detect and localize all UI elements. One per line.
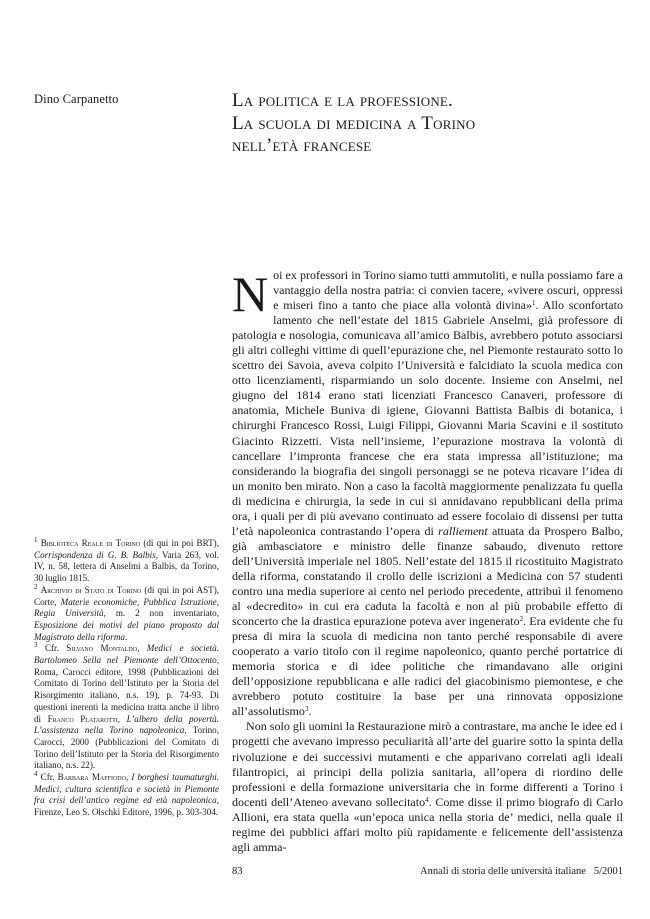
- footnote-number: 3: [34, 641, 38, 650]
- footnote-4: [34, 772, 219, 819]
- footnote-text: .: [124, 631, 128, 642]
- page-number: 83: [232, 866, 243, 877]
- title-line-2: La scuola di medicina a Torino: [232, 112, 476, 134]
- footnote-italic: Esposizione dei motivi del piano proposto dal Magistrato della riforma: [34, 619, 219, 642]
- footnote-text: , Varia 263, vol. IV, n. 58, lettera di Anselmi a Balbis, da Torino, 30 luglio 1815.: [34, 549, 219, 584]
- body-paragraph-2: [232, 719, 623, 854]
- footnote-ref-2[interactable]: 2: [519, 615, 524, 624]
- footnote-italic: Medici e società. Bartolomeo Sella nel Piemonte dell’Ottocento: [34, 643, 219, 666]
- footnote-smallcaps: Biblioteca Reale di Torino: [40, 538, 141, 548]
- article-body: [232, 268, 623, 855]
- footnote-text: , Torino, Carocci, 2000 (Pubblicazioni del Comitato di Torino dell’Istituto per la Storia del Risorgimento italiano, n.s. 22).: [34, 725, 219, 771]
- footnote-text: ,: [137, 643, 147, 654]
- body-paragraph-1: [232, 268, 623, 719]
- footnote-number: 1: [34, 536, 38, 544]
- footnote-italic: Materie economiche, Pubblica Istruzione, Regia Università: [34, 596, 219, 619]
- footnote-text: Cfr.: [44, 643, 67, 654]
- drop-cap: N: [232, 266, 269, 322]
- body-text-run: . Come disse il primo biografo di Carlo Allioni, era stata quella «un’epoca unica nella storia de’ medici, nella quale il regime dei pubblici affari molto più rapidamente e felicemente dell’assistenza agli amma-: [232, 794, 623, 854]
- footnotes: [34, 538, 219, 819]
- body-text-run: oi ex professori in Torino siamo tutti ammutoliti, e nulla possiamo fare a vantaggio della nostra patria: ci convien tacere, «vivere oscuri, oppressi e miseri fino a tanto che piace alla volontà divina»: [273, 268, 623, 313]
- title-line-3: nell’età francese: [232, 135, 372, 156]
- footnote-text: , m. 2 non inventariato,: [103, 608, 219, 619]
- footnote-italic: L’albero della povertà. L’assistenza nella Torino napoleonica: [34, 713, 219, 736]
- author-name: Dino Carpanetto: [34, 92, 119, 106]
- footnote-text: (di qui in poi BRT),: [140, 538, 219, 548]
- body-italic-run: ralliement: [438, 523, 488, 538]
- title-line-1: La politica e la professione.: [232, 90, 453, 111]
- footnote-text: , Roma, Carocci editore, 1998 (Pubblicazioni del Comitato di Torino dell’Istituto per la Storia del Risorgimento italiano, n.s. 19), p. 74-93. Di questioni inerenti la medicina tratta anche il libro di: [34, 655, 219, 724]
- footnote-smallcaps: Franco Platarotti: [47, 713, 118, 724]
- footnote-smallcaps: Silvano Montaldo: [66, 643, 138, 654]
- footnote-number: 2: [34, 582, 38, 591]
- body-text-run: .: [308, 704, 312, 719]
- footnote-smallcaps: Barbara Maffiodo: [57, 772, 126, 783]
- page-footer: [232, 866, 623, 877]
- footnote-text: ,: [125, 772, 132, 783]
- footnote-ref-3[interactable]: 3: [304, 705, 309, 714]
- footnote-2: [34, 582, 219, 644]
- footnote-number: 4: [34, 770, 38, 779]
- footnote-text: ,: [117, 713, 127, 724]
- body-text-run: . Era evidente che fu presa di mira la scuola di medicina non tanto perché responsabile di avere cooperato a vario titolo con il regime napoleonico, quanto perché portatrice di memoria storica e di idee politiche che rimandavano alle origini dell’opposizione repubblicana e alle radici del giacobinismo piemontese, e che avrebbero potuto costituire la base per una rinnovata opposizione all’assolutismo: [232, 614, 623, 719]
- footnote-text: Cfr.: [40, 772, 58, 783]
- footnote-italic: Corrispondenza di G. B. Balbis: [34, 549, 156, 560]
- footnote-ref-4[interactable]: 4: [425, 795, 429, 804]
- footnote-1: [34, 538, 219, 585]
- body-text-run: . Allo sconfortato lamento che nell’estate del 1815 Gabriele Anselmi, già professore di patologia e nosologia, comunicava all’amico Balbis, avrebbero potuto associarsi gli altri colleghi vittime di quell’epurazione che, nel Piemonte restaurato sotto lo scettro dei Savoia, aveva colpito l’Università e falcidiato la scuola medica con otto licenziamenti, risparmiando un solo docente. Insieme con Anselmi, nel giugno del 1814 erano stati licenziati Francesco Canaveri, professore di anatomia, Michele Buniva di igiene, Giovanni Battista Balbis di botanica, i chirurghi Francesco Rossi, Luigi Filippi, Giovanni Maria Scavini e il sostituto Giacinto Rizzetti. Vista nell’insieme, l’epurazione mostrava la volontà di cancellare l’impronta francese che era stata impressa all’istituzione; ma considerando la biografia dei singoli personaggi se ne poteva ricavare l’idea di un monito ben mirato. Non a caso la facoltà maggiormente penalizzata fu quella di medicina e chirurgia, la sede in cui si annidavano repubblicani della prima ora, i quali per di più avevano continuato ad essere focolaio di dissensi per tutta l’età napoleonica contrastando l’opera di: [232, 298, 623, 538]
- footnote-text: , Firenze, Leo S. Olschki Editore, 1996, p. 303-304.: [34, 795, 219, 818]
- body-text-run: Non solo gli uomini la Restaurazione mirò a contrastare, ma anche le idee ed i progetti che avevano impresso peculiarità all’arte del guarire sotto la spinta della rivoluzione e dei successivi mutamenti e che apparivano correlati agli ideali filantropici, ai principi della polizia sanitaria, all’opera di riordino delle professioni e della formazione universitaria che in forme differenti a Torino i docenti dell’Ateneo avevano sollecitato: [232, 719, 624, 809]
- footnote-text: (di qui in poi AST), Corte,: [34, 584, 219, 607]
- footnote-smallcaps: Archivio di Stato di Torino: [40, 584, 142, 595]
- footnote-ref-1[interactable]: 1: [532, 299, 536, 308]
- article-title: [232, 90, 622, 158]
- journal-name: Annali di storia delle università italiane 5/2001: [420, 866, 623, 877]
- footnote-3: [34, 643, 219, 772]
- body-text-run: attuata da Prospero Balbo, già ambasciatore e ministro delle finanze sabaudo, divenuto rettore dell’Università imperiale nel 1805. Nell’estate del 1815 il ricostituito Magistrato della riforma, constatando il crollo delle iscrizioni a Medicina con 57 studenti contro una media superiore ai cento nel periodo precedente, attribuì il fenomeno al «decredito» in cui era caduta la facoltà e non al più probabile effetto di sconcerto che la drastica epurazione poteva aver ingenerato: [232, 523, 623, 629]
- footnote-italic: I borghesi taumaturghi. Medici, cultura scientifica e società in Piemonte fra crisi dell’antico regime ed età napoleonica: [34, 772, 220, 806]
